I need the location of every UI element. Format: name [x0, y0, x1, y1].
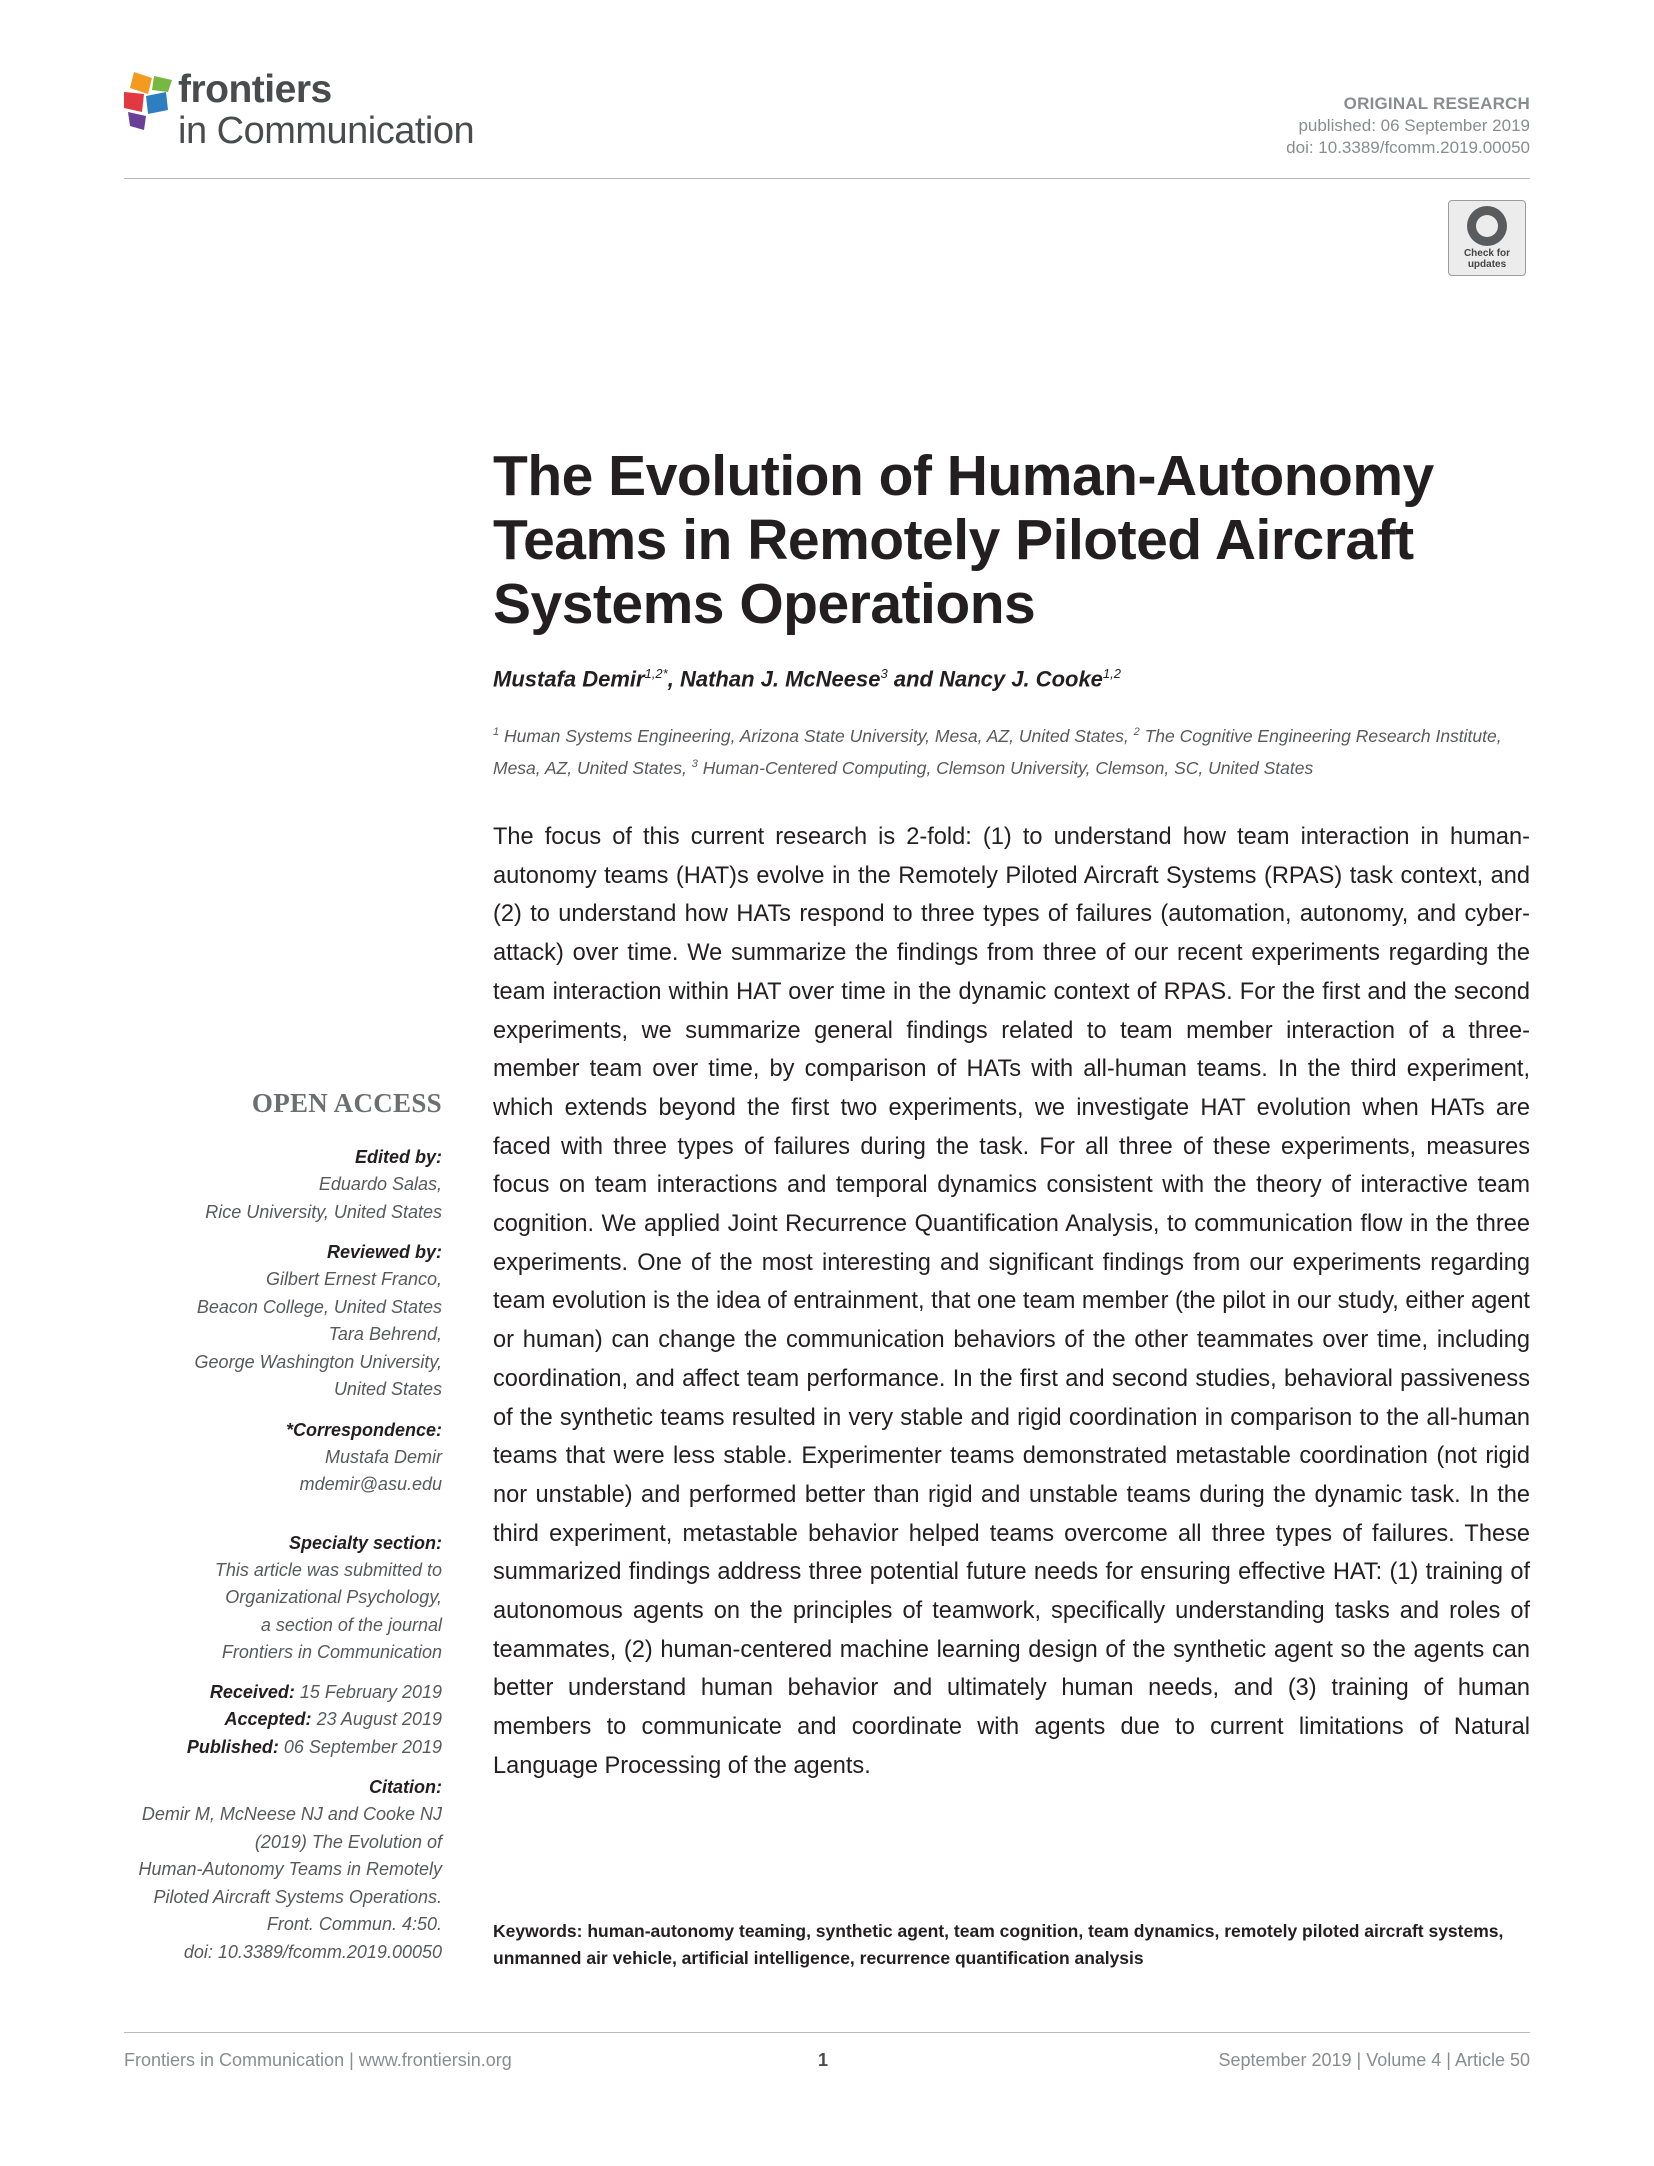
affil-marker: 3: [691, 757, 698, 770]
received-date: 15 February 2019: [299, 1681, 442, 1702]
correspondence-label: *Correspondence:: [285, 1419, 442, 1440]
accepted-date: 23 August 2019: [316, 1709, 442, 1729]
page-number: 1: [818, 2050, 829, 2070]
reviewed-by-label: Reviewed by:: [326, 1242, 442, 1262]
article-title: The Evolution of Human-Autonomy Teams in Remotely Piloted Aircraft Systems Operations: [493, 444, 1434, 636]
reviewer-name[interactable]: Tara Behrend,: [328, 1324, 442, 1344]
author-list: [493, 666, 1121, 692]
correspondence-email[interactable]: mdemir@asu.edu: [299, 1474, 442, 1494]
article-meta: [1286, 94, 1530, 158]
open-access-label: OPEN ACCESS: [251, 1088, 442, 1118]
brand-subtitle: in Communication: [178, 110, 475, 152]
keywords: Keywords: human-autonomy teaming, synthetic agent, team cognition, team dynamics, remotely piloted aircraft systems, unmanned air vehicle, artificial intelligence, recurrence quantification analysis: [493, 1921, 1504, 1968]
specialty-text: Frontiers in Communication: [221, 1642, 442, 1662]
published-row: [124, 1734, 442, 1762]
citation-doi[interactable]: doi: 10.3389/fcomm.2019.00050: [183, 1941, 442, 1962]
footer-issue: September 2019 | Volume 4 | Article 50: [1218, 2050, 1530, 2070]
author-separator: and: [887, 666, 940, 692]
author-affil-marker: 1,2: [1102, 666, 1121, 681]
author-separator: ,: [667, 666, 680, 692]
reviewer-affiliation: George Washington University,: [194, 1351, 442, 1372]
journal-logo: [124, 68, 504, 168]
affiliation: Human Systems Engineering, Arizona State University, Mesa, AZ, United States,: [499, 725, 1134, 746]
citation-text: Demir M, McNeese NJ and Cooke NJ: [141, 1804, 442, 1824]
correspondence-name: Mustafa Demir: [324, 1446, 442, 1467]
affiliation: The Cognitive Engineering Research Institute, Mesa, AZ, United States,: [493, 725, 1502, 778]
header-divider: [124, 178, 1530, 179]
affiliation: Human-Centered Computing, Clemson University, Clemson, SC, United States: [697, 757, 1314, 778]
author-name[interactable]: Nancy J. Cooke: [939, 666, 1103, 692]
affiliations: [493, 718, 1533, 782]
check-for-updates-button[interactable]: [1448, 200, 1526, 276]
citation-text: (2019) The Evolution of: [254, 1831, 442, 1852]
published-label: Published:: [186, 1736, 279, 1757]
article-info-sidebar: [124, 1088, 442, 1966]
citation-text: Front. Commun. 4:50.: [266, 1914, 442, 1934]
received-row: [124, 1679, 442, 1707]
citation-label: Citation:: [369, 1777, 442, 1797]
reviewer-affiliation: United States: [333, 1379, 442, 1399]
affil-marker: 1: [493, 726, 500, 738]
received-label: Received:: [209, 1681, 295, 1702]
frontiers-logo-icon: [124, 72, 174, 130]
published-date: published: 06 September 2019: [1298, 116, 1530, 135]
footer-divider: [124, 2032, 1530, 2033]
author-affil-marker: 1,2*: [644, 666, 668, 681]
reviewer-affiliation: Beacon College, United States: [196, 1296, 442, 1317]
accepted-row: [124, 1706, 442, 1734]
abstract: The focus of this current research is 2-fold: (1) to understand how team interaction in human-autonomy teams (HAT)s evolve in the Remotely Piloted Aircraft Systems (RPAS) task context, and (2) to understand how HATs respond to three types of failures (automation, autonomy, and cyber-attack) over time. We summarize the findings from three of our recent experiments regarding the team interaction within HAT over time in the dynamic context of RPAS. For the first and the second experiments, we summarize general findings related to team member interaction of a three-member team over time, by comparison of HATs with all-human teams. In the third experiment, which extends beyond the first two experiments, we investigate HAT evolution when HATs are faced with three types of failures during the task. For all three of these experiments, measures focus on team interactions and temporal dynamics consistent with the theory of interactive team cognition. We applied Joint Recurrence Quantification Analysis, to communication flow in the three experiments. One of the most interesting and significant findings from our experiments regarding team evolution is the idea of entrainment, that one team member (the pilot in our study, either agent or human) can change the communication behaviors of the other teammates over time, including coordination, and affect team performance. In the first and second studies, behavioral passiveness of the synthetic teams resulted in very stable and rigid coordination in comparison to the all-human teams that were less stable. Experimenter teams demonstrated metastable coordination (not rigid nor unstable) and performed better than rigid and unstable teams during the dynamic task. In the third experiment, metastable behavior helped teams overcome all three types of failures. These summarized findings address three potential future needs for ensuring effective HAT: (1) training of autonomous agents on the principles of teamwork, specifically understanding tasks and roles of teammates, (2) human-centered machine learning design of the synthetic agent so the agents can better understand human behavior and ultimately human needs, and (3) training of human members to communicate and coordinate with agents due to current limitations of Natural Language Processing of the agents.: [493, 824, 1530, 1779]
brand-name: frontiers: [178, 68, 332, 111]
check-updates-label: Check for updates: [1463, 248, 1511, 270]
edited-by-label: Edited by:: [354, 1147, 442, 1167]
article-type: ORIGINAL RESEARCH: [1343, 94, 1530, 113]
specialty-text: This article was submitted to: [214, 1559, 442, 1580]
doi[interactable]: doi: 10.3389/fcomm.2019.00050: [1286, 138, 1530, 157]
author-name[interactable]: Nathan J. McNeese: [679, 666, 881, 692]
reviewer-name[interactable]: Gilbert Ernest Franco,: [265, 1269, 442, 1289]
affil-marker: 2: [1133, 726, 1140, 738]
specialty-section-label: Specialty section:: [288, 1532, 442, 1553]
citation-text: Piloted Aircraft Systems Operations.: [153, 1886, 442, 1907]
citation-text: Human-Autonomy Teams in Remotely: [138, 1859, 442, 1879]
specialty-text: a section of the journal: [260, 1614, 442, 1635]
editor-affiliation: Rice University, United States: [205, 1201, 442, 1222]
author-affil-marker: 3: [880, 666, 888, 681]
footer-journal[interactable]: Frontiers in Communication | www.frontiersin.org: [124, 2050, 512, 2070]
published-date-sidebar: 06 September 2019: [283, 1736, 442, 1757]
editor-name[interactable]: Eduardo Salas,: [318, 1174, 442, 1194]
specialty-text: Organizational Psychology,: [225, 1587, 442, 1607]
accepted-label: Accepted:: [224, 1709, 312, 1729]
author-name[interactable]: Mustafa Demir: [493, 666, 645, 692]
crossmark-icon: [1467, 206, 1507, 246]
